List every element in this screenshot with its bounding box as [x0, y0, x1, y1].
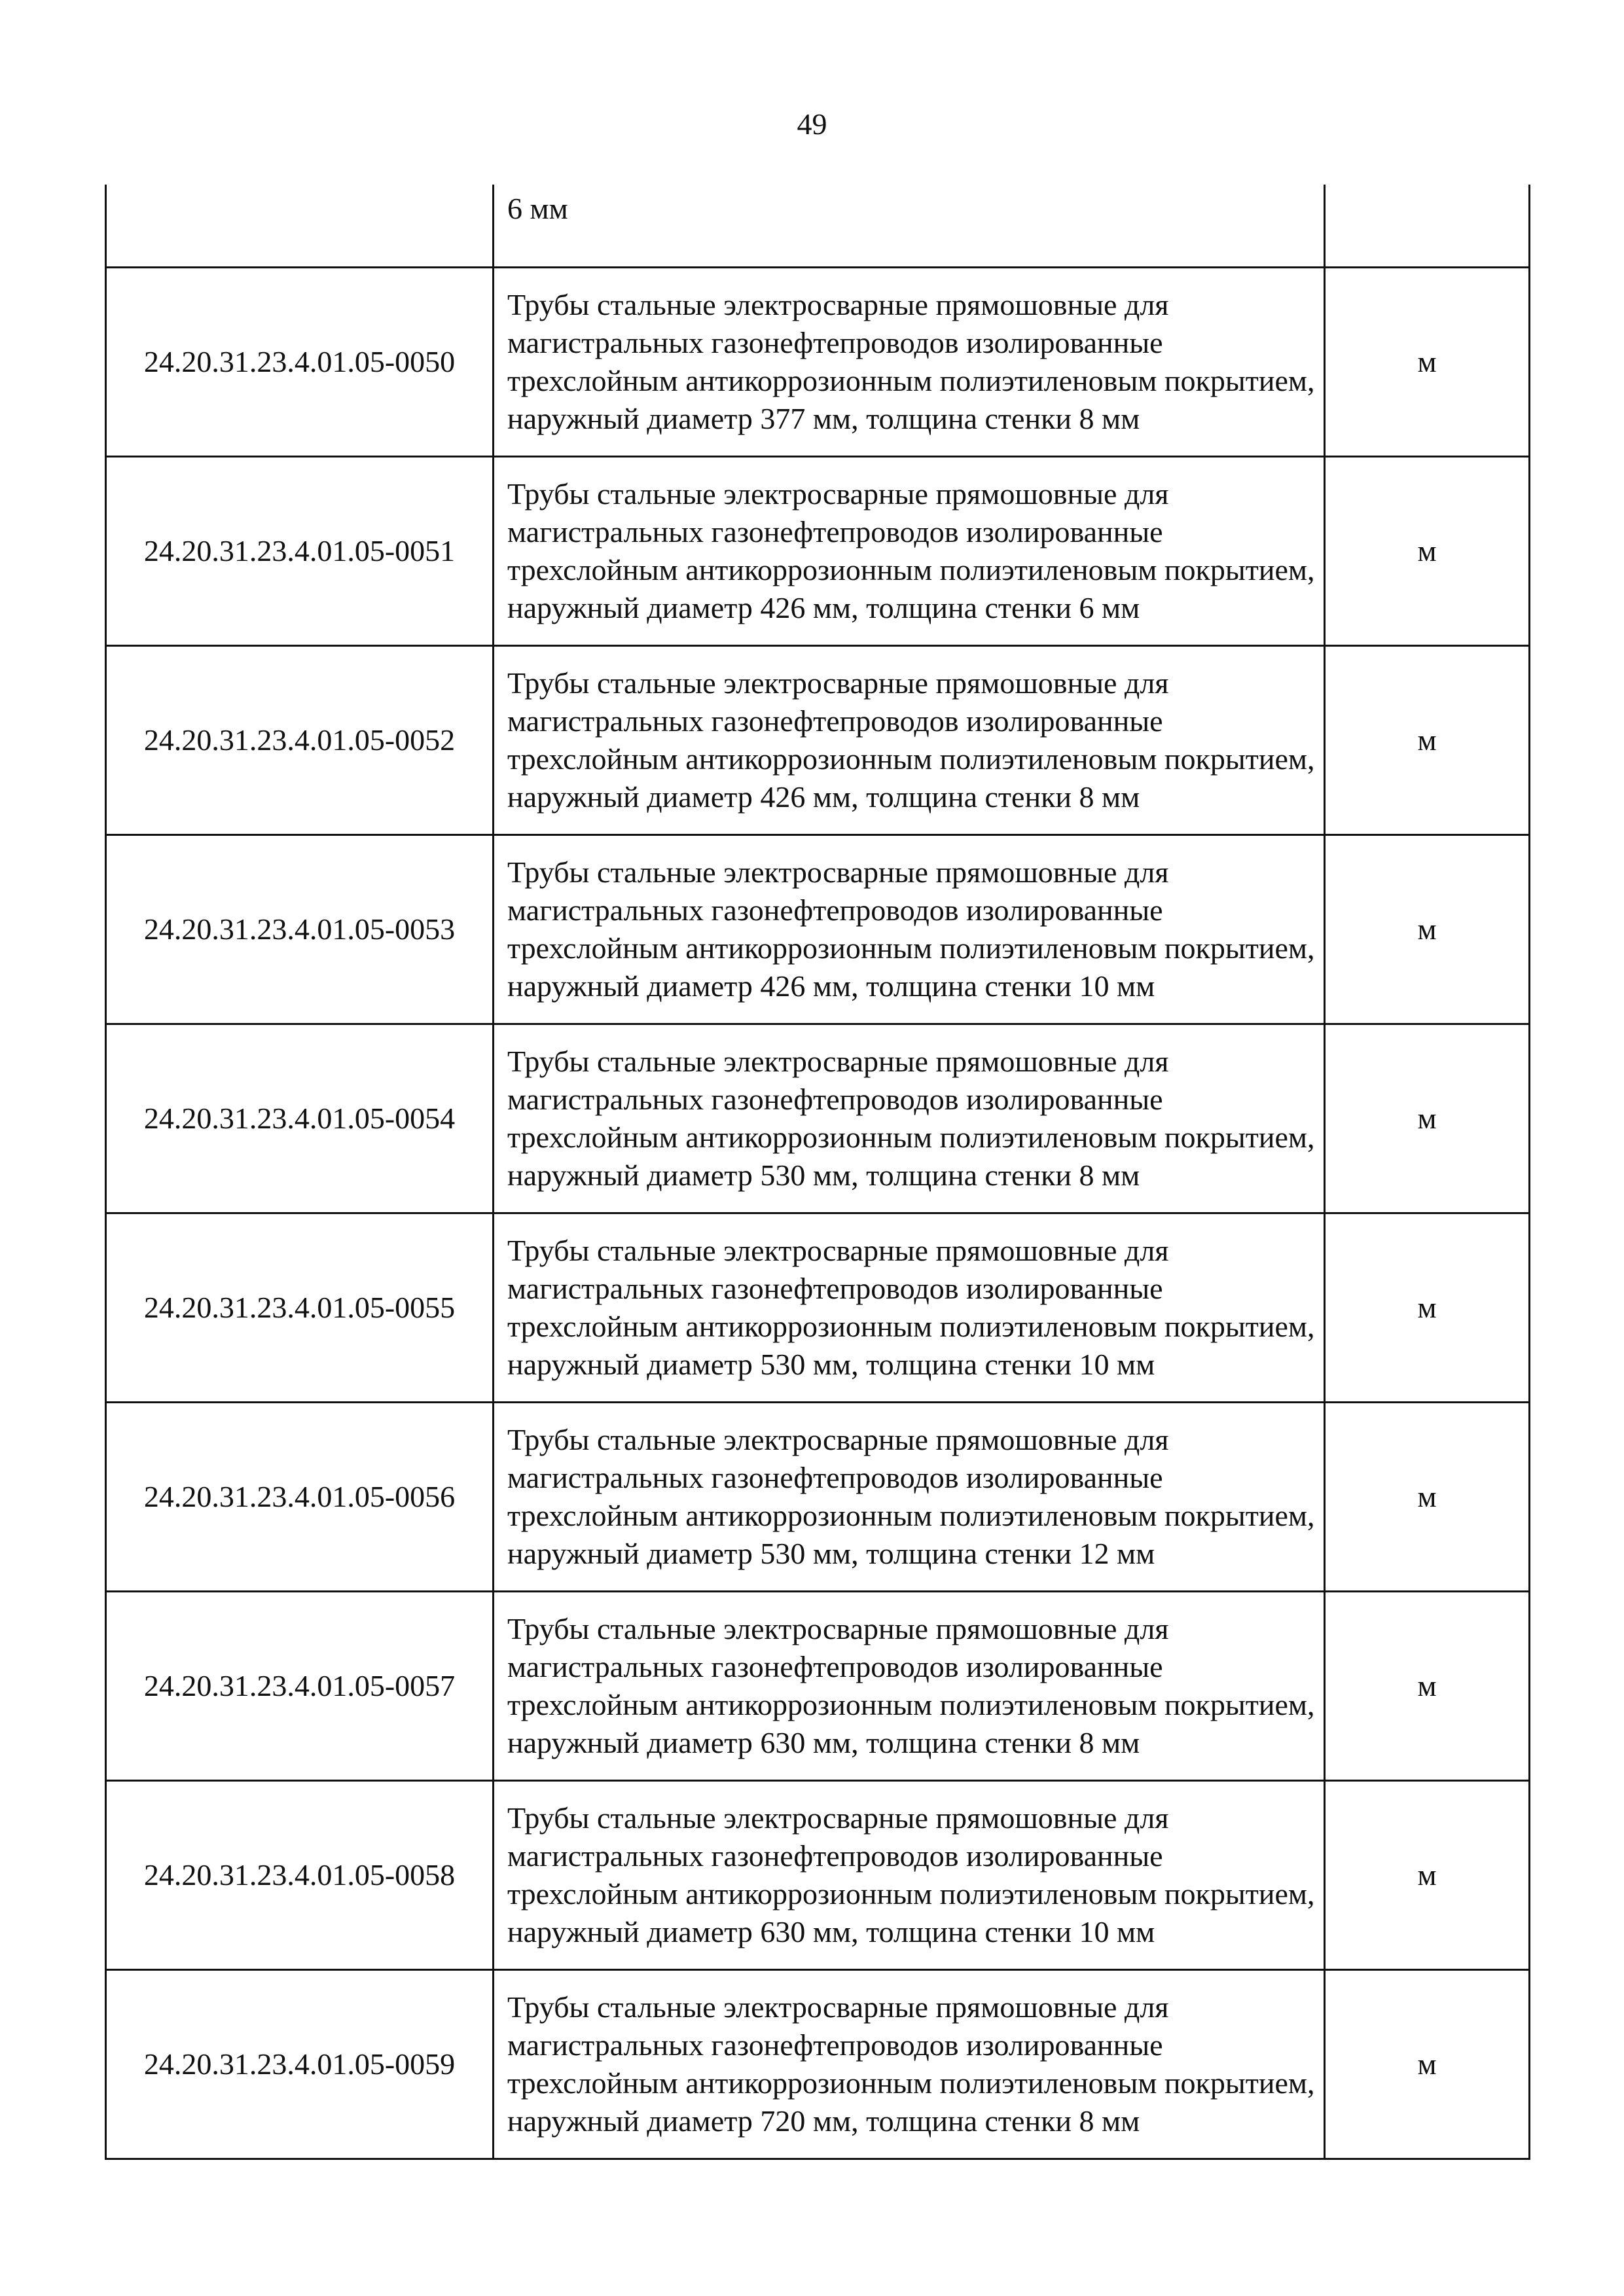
table-row	[106, 1024, 1530, 1213]
table-row	[106, 457, 1530, 646]
description-cell: Трубы стальные электросварные прямошовные для магистральных газонефтепроводов изолированные трехслойным антикоррозионным полиэтиленовым покрытием, наружный диаметр 377 мм, толщина стенки 8 мм	[494, 268, 1325, 457]
table-row	[106, 1213, 1530, 1403]
description-cell: Трубы стальные электросварные прямошовные для магистральных газонефтепроводов изолированные трехслойным антикоррозионным полиэтиленовым покрытием, наружный диаметр 426 мм, толщина стенки 8 мм	[494, 646, 1325, 835]
description-cell: Трубы стальные электросварные прямошовные для магистральных газонефтепроводов изолированные трехслойным антикоррозионным полиэтиленовым покрытием, наружный диаметр 426 мм, толщина стенки 10 мм	[494, 835, 1325, 1024]
description-continuation-text: 6 мм	[507, 192, 568, 225]
unit-cell: м	[1325, 1024, 1530, 1213]
table-row	[106, 1781, 1530, 1970]
unit-cell: м	[1325, 1592, 1530, 1781]
unit-cell: м	[1325, 1403, 1530, 1592]
code-cell: 24.20.31.23.4.01.05-0052	[106, 646, 494, 835]
table-row	[106, 268, 1530, 457]
code-cell	[106, 185, 494, 268]
unit-cell: м	[1325, 268, 1530, 457]
description-cell: Трубы стальные электросварные прямошовные для магистральных газонефтепроводов изолированные трехслойным антикоррозионным полиэтиленовым покрытием, наружный диаметр 530 мм, толщина стенки 8 мм	[494, 1024, 1325, 1213]
description-cell: Трубы стальные электросварные прямошовные для магистральных газонефтепроводов изолированные трехслойным антикоррозионным полиэтиленовым покрытием, наружный диаметр 720 мм, толщина стенки 8 мм	[494, 1970, 1325, 2159]
code-cell: 24.20.31.23.4.01.05-0057	[106, 1592, 494, 1781]
description-cell: Трубы стальные электросварные прямошовные для магистральных газонефтепроводов изолированные трехслойным антикоррозионным полиэтиленовым покрытием, наружный диаметр 530 мм, толщина стенки 10 мм	[494, 1213, 1325, 1403]
unit-cell: м	[1325, 646, 1530, 835]
page-number: 49	[797, 107, 827, 141]
code-cell: 24.20.31.23.4.01.05-0056	[106, 1403, 494, 1592]
code-cell: 24.20.31.23.4.01.05-0054	[106, 1024, 494, 1213]
unit-cell	[1325, 185, 1530, 268]
unit-cell: м	[1325, 1970, 1530, 2159]
code-cell: 24.20.31.23.4.01.05-0053	[106, 835, 494, 1024]
materials-table	[105, 185, 1530, 2160]
description-cell: Трубы стальные электросварные прямошовные для магистральных газонефтепроводов изолированные трехслойным антикоррозионным полиэтиленовым покрытием, наружный диаметр 630 мм, толщина стенки 8 мм	[494, 1592, 1325, 1781]
description-cell: Трубы стальные электросварные прямошовные для магистральных газонефтепроводов изолированные трехслойным антикоррозионным полиэтиленовым покрытием, наружный диаметр 426 мм, толщина стенки 6 мм	[494, 457, 1325, 646]
description-cell: Трубы стальные электросварные прямошовные для магистральных газонефтепроводов изолированные трехслойным антикоррозионным полиэтиленовым покрытием, наружный диаметр 630 мм, толщина стенки 10 мм	[494, 1781, 1325, 1970]
code-cell: 24.20.31.23.4.01.05-0058	[106, 1781, 494, 1970]
unit-cell: м	[1325, 835, 1530, 1024]
unit-cell: м	[1325, 457, 1530, 646]
description-cell: Трубы стальные электросварные прямошовные для магистральных газонефтепроводов изолированные трехслойным антикоррозионным полиэтиленовым покрытием, наружный диаметр 530 мм, толщина стенки 12 мм	[494, 1403, 1325, 1592]
code-cell: 24.20.31.23.4.01.05-0059	[106, 1970, 494, 2159]
code-cell: 24.20.31.23.4.01.05-0051	[106, 457, 494, 646]
table-row	[106, 1970, 1530, 2159]
code-cell: 24.20.31.23.4.01.05-0055	[106, 1213, 494, 1403]
unit-cell: м	[1325, 1213, 1530, 1403]
table-row	[106, 646, 1530, 835]
unit-cell: м	[1325, 1781, 1530, 1970]
table-row	[106, 1592, 1530, 1781]
table-row	[106, 835, 1530, 1024]
description-cell	[494, 185, 1325, 268]
code-cell: 24.20.31.23.4.01.05-0050	[106, 268, 494, 457]
table-row	[106, 1403, 1530, 1592]
table-row-continuation	[106, 185, 1530, 268]
